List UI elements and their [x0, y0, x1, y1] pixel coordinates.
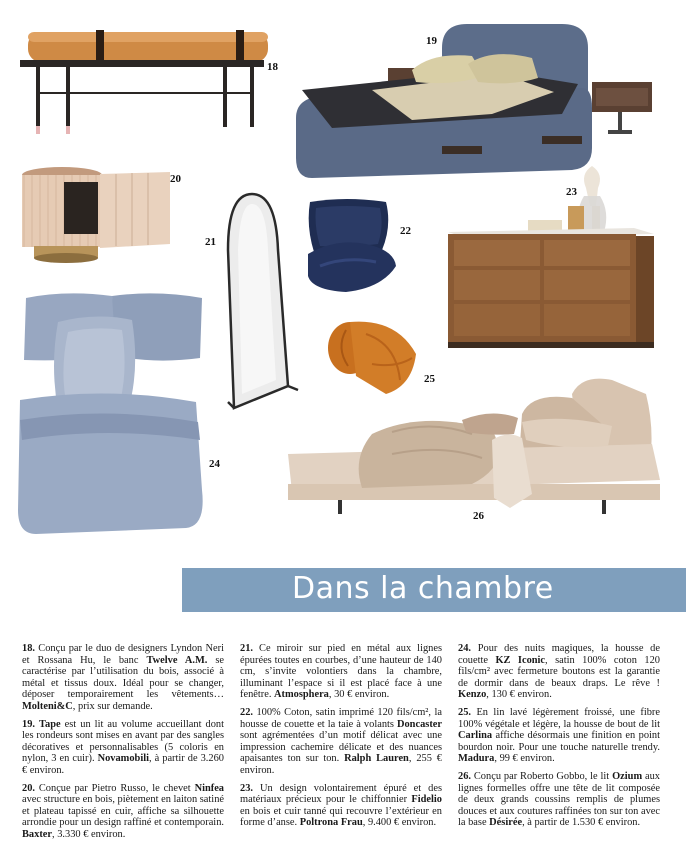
- description-text: , à partir de 3.260 € environ.: [22, 753, 224, 776]
- figure-number-26: 26: [473, 510, 484, 522]
- description-text: , à partir de 1.530 € environ.: [522, 817, 641, 829]
- brand-name: Désirée: [489, 817, 523, 829]
- description-text: , 3.330 € environ.: [52, 828, 126, 840]
- product-description: [22, 783, 224, 841]
- text-column-2: [240, 643, 442, 835]
- description-text: se caractérise par l’utilisation du bois, associé à métal et tissus doux. Idéal pour se changer, déposer temporairement les vêtements…: [22, 654, 224, 701]
- text-column-3: [458, 643, 660, 835]
- item-number: 22.: [240, 706, 253, 718]
- figure-number-25: 25: [424, 373, 435, 385]
- item-number: 25.: [458, 706, 471, 718]
- figure-number-22: 22: [400, 225, 411, 237]
- brand-name: Novamobili: [97, 753, 149, 765]
- description-text: En lin lavé légèrement froissé, une fibre 100% végétale et légère, la housse de bout de lit: [458, 706, 660, 730]
- description-text: Pour des nuits magiques, la housse de couette: [458, 643, 660, 666]
- duvet-set-image: [306, 196, 398, 294]
- item-number: 21.: [240, 643, 253, 654]
- figure-number-21: 21: [205, 236, 216, 248]
- figure-number-23: 23: [566, 186, 577, 198]
- figure-number-20: 20: [170, 173, 181, 185]
- brand-name: Tape: [39, 718, 61, 730]
- product-description: [240, 643, 442, 701]
- description-text: , 255 € environ.: [240, 753, 442, 776]
- product-description: [240, 783, 442, 829]
- item-number: 23.: [240, 782, 253, 794]
- item-number: 18.: [22, 643, 35, 654]
- figure-number-24: 24: [209, 458, 220, 470]
- description-text: , satin 100% coton 120 fils/cm² avec fermeture boutons est la garantie de dormir dans de beaux draps. Le rêve !: [458, 654, 660, 689]
- bench-image: [18, 22, 268, 138]
- brand-name: Baxter: [22, 828, 53, 840]
- product-description: [240, 707, 442, 777]
- brand-name: Carlina: [458, 730, 493, 742]
- figure-number-19: 19: [426, 35, 437, 47]
- brand-name: Atmosphera: [274, 689, 329, 701]
- brand-name: Molteni&C: [22, 700, 73, 712]
- bed-ozium-image: [282, 374, 664, 522]
- description-text: Conçu par Roberto Gobbo, le lit: [471, 770, 613, 782]
- description-text: , 30 € environ.: [328, 689, 390, 701]
- product-description: [22, 643, 224, 713]
- description-text: Un design volontairement épuré et des matériaux précieux pour le chiffonnier: [240, 782, 442, 806]
- description-text: , 130 € environ.: [486, 689, 552, 701]
- description-text: est un lit au volume accueillant dont les rondeurs sont mises en avant par des sangles décoratives et personnalisables (5 coloris en nylon, 3 en cuir).: [22, 718, 224, 765]
- brand-name: Ozium: [612, 770, 643, 782]
- brand-name: Kenzo: [458, 689, 487, 701]
- brand-name: Ninfea: [194, 782, 224, 794]
- description-text: Ce miroir sur pied en métal aux lignes épurées toutes en courbes, d’une hauteur de 140 cm, s’invite volontiers dans la chambre, illuminant l’espace si il est placé face à une fenêtre.: [240, 643, 442, 701]
- description-text: , 9.400 € environ.: [362, 817, 437, 829]
- brand-name: Doncaster: [396, 718, 442, 730]
- description-text: affiche désormais une finition en point bourdon noir. Pour une touche naturelle trendy.: [458, 730, 660, 753]
- description-text: 100% Coton, satin imprimé 120 fils/cm², la housse de couette et la taie à volants: [240, 706, 442, 730]
- section-title: Dans la chambre: [292, 571, 554, 606]
- description-text: avec structure en bois, piètement en laiton satiné et plateau tapissé en cuir, affiche sa silhouette arrondie pour un design raffiné et contemporain.: [22, 794, 224, 829]
- item-number: 24.: [458, 643, 471, 654]
- bed-tape-image: [292, 18, 654, 178]
- figure-number-18: 18: [267, 61, 278, 73]
- product-description: [458, 771, 660, 829]
- item-number: 20.: [22, 782, 35, 794]
- description-text: aux lignes formelles offre une tête de lit composée de deux grands coussins remplis de plumes douces et aux coutures raffinées ton sur ton avec la base: [458, 770, 660, 829]
- brand-name: Ralph Lauren: [344, 753, 409, 765]
- brand-name: KZ Iconic: [495, 654, 546, 666]
- brand-name: Poltrona Frau: [299, 817, 363, 829]
- item-number: 19.: [22, 718, 35, 730]
- text-column-1: [22, 643, 224, 847]
- product-description: [22, 719, 224, 777]
- chest-of-drawers-image: [444, 162, 656, 350]
- brand-name: Fidelio: [411, 794, 442, 806]
- product-description: [458, 707, 660, 765]
- description-text: sont agrémentées d’un motif délicat avec une impression cachemire délicate et des nuances apaisantes ton sur ton.: [240, 730, 442, 765]
- bedside-table-image: [20, 166, 170, 264]
- description-text: , 99 € environ.: [494, 753, 555, 765]
- description-text: Conçue par Pietro Russo, le chevet: [35, 782, 195, 794]
- description-text: , prix sur demande.: [72, 700, 153, 712]
- item-number: 26.: [458, 770, 471, 782]
- description-text: Conçu par le duo de designers Lyndon Neri et Rossana Hu, le banc: [22, 643, 224, 666]
- brand-name: Twelve A.M.: [146, 654, 208, 666]
- description-text: en bois et cuir tanné qui recouvre l’extérieur en forme d’anse.: [240, 805, 442, 829]
- product-description: [458, 643, 660, 701]
- bedding-set-image: [16, 290, 208, 536]
- brand-name: Madura: [458, 753, 495, 765]
